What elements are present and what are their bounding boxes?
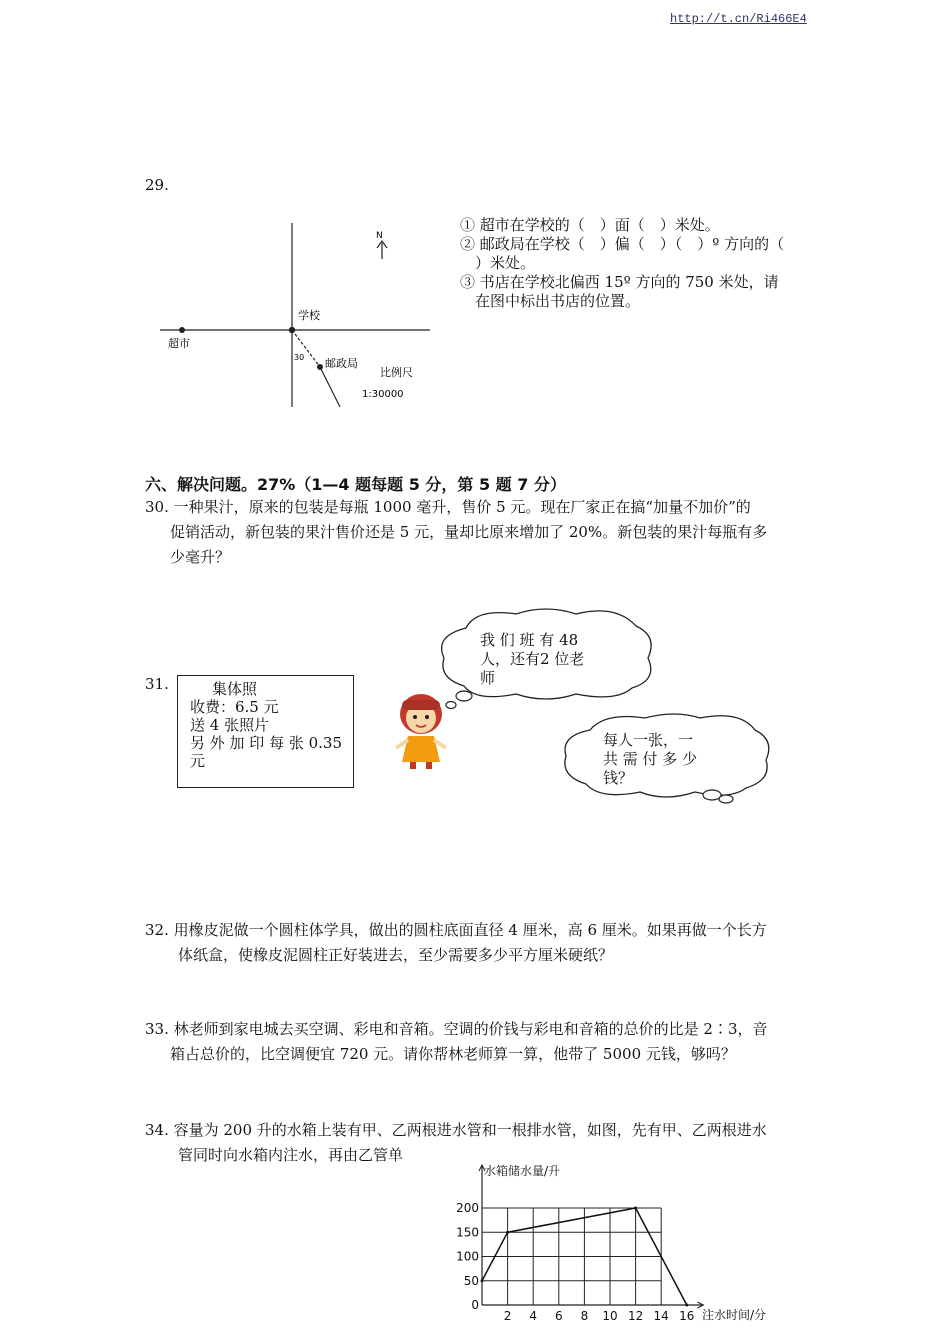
q29-item: ① 超市在学校的（ ）面（ ）米处。 [460, 216, 720, 234]
y-tick-label: 50 [463, 1273, 479, 1288]
box-line: 送 4 张照片 [190, 716, 270, 734]
y-tick-label: 0 [471, 1298, 479, 1312]
q32-line: 32. 用橡皮泥做一个圆柱体学具，做出的圆柱底面直径 4 厘米，高 6 厘米。如果再做一个长方 [145, 921, 767, 939]
q29-number: 29. [145, 176, 169, 194]
map-solid-line [320, 367, 340, 407]
q30-line: 30. 一种果汁，原来的包装是每瓶 1000 毫升，售价 5 元。现在厂家正在搞“加量不加价”的 [145, 498, 751, 516]
q31-price-box [177, 675, 354, 788]
data-point [685, 1304, 688, 1307]
post-office-label: 邮政局 [325, 357, 358, 370]
q29-item: ② 邮政局在学校（ ）偏（ ）（ ）º 方向的（ [460, 235, 785, 253]
chart-ylabel: 水箱储水量/升 [484, 1164, 561, 1178]
north-label: N [376, 231, 383, 241]
x-tick-label: 10 [602, 1309, 618, 1323]
q30 [145, 495, 767, 570]
post-office-point [317, 364, 323, 370]
box-line: 元 [190, 752, 206, 770]
section-heading: 六、解决问题。27%（1—4 题每题 5 分，第 5 题 7 分） [145, 475, 566, 494]
q32 [145, 918, 767, 968]
q29-item: 在图中标出书店的位置。 [460, 292, 641, 310]
scale-label: 比例尺 [380, 366, 413, 379]
box-line: 收费：6.5 元 [190, 698, 279, 716]
box-title: 集体照 [212, 680, 258, 698]
q33-line: 箱占总价的，比空调便宜 720 元。请你帮林老师算一算，他带了 5000 元钱，够吗？ [170, 1045, 736, 1063]
data-point [634, 1207, 637, 1210]
q29-items [460, 216, 784, 311]
chart-xlabel: 注水时间/分 [702, 1308, 767, 1322]
y-tick-label: 100 [456, 1249, 479, 1264]
bubble-2-text [603, 731, 713, 788]
q31-number: 31. [145, 675, 169, 693]
bubble-1-line: 我 们 班 有 48 [480, 631, 579, 649]
bubble-1-line: 师 [480, 669, 496, 687]
y-tick-label: 150 [456, 1225, 479, 1240]
x-tick-label: 14 [653, 1309, 669, 1323]
bubble-2-line: 每人一张，一 [603, 731, 694, 749]
x-tick-label: 12 [627, 1309, 644, 1323]
bubble-2-line: 共 需 付 多 少 [603, 750, 698, 768]
supermarket-point [179, 327, 185, 333]
scale-value: 1:30000 [362, 389, 404, 400]
x-tick-label: 2 [503, 1309, 512, 1323]
x-tick-label: 8 [580, 1309, 589, 1323]
box-line: 另 外 加 印 每 张 0.35 [190, 734, 343, 752]
q33-line: 33. 林老师到家电城去买空调、彩电和音箱。空调的价钱与彩电和音箱的总价的比是 2∶3，音 [145, 1020, 768, 1038]
data-point [481, 1279, 484, 1282]
bubble-2-line: 钱？ [603, 769, 634, 787]
school-point [289, 327, 295, 333]
q29-item: ③ 书店在学校北偏西 15º 方向的 750 米处，请 [460, 273, 779, 291]
q29-item: ）米处。 [460, 254, 536, 272]
q30-line: 促销活动，新包装的果汁售价还是 5 元，量却比原来增加了 20%。新包装的果汁每瓶有多 [170, 523, 768, 541]
x-tick-label: 16 [679, 1309, 695, 1323]
q33 [145, 1017, 767, 1067]
x-tick-label: 6 [554, 1309, 563, 1323]
y-tick-label: 200 [456, 1201, 479, 1215]
q34-line: 管同时向水箱内注水，再由乙管单 [178, 1146, 404, 1164]
supermarket-label: 超市 [168, 337, 190, 350]
water-tank-chart [440, 1155, 800, 1335]
school-label: 学校 [298, 309, 320, 322]
header-link[interactable]: http://t.cn/Ri466E4 [670, 12, 807, 26]
x-tick-label: 4 [529, 1309, 538, 1323]
angle-label: 30 [294, 353, 305, 362]
bubble-1-text [480, 631, 630, 688]
bubble-1-line: 人，还有2 位老 [480, 650, 585, 668]
q30-line: 少毫升？ [170, 548, 231, 566]
q29-map [155, 215, 445, 415]
q34-line: 34. 容量为 200 升的水箱上装有甲、乙两根进水管和一根排水管，如图，先有甲、乙两根进水 [145, 1121, 767, 1139]
q32-line: 体纸盒，使橡皮泥圆柱正好装进去，至少需要多少平方厘米硬纸？ [178, 946, 614, 964]
data-point [506, 1231, 509, 1234]
